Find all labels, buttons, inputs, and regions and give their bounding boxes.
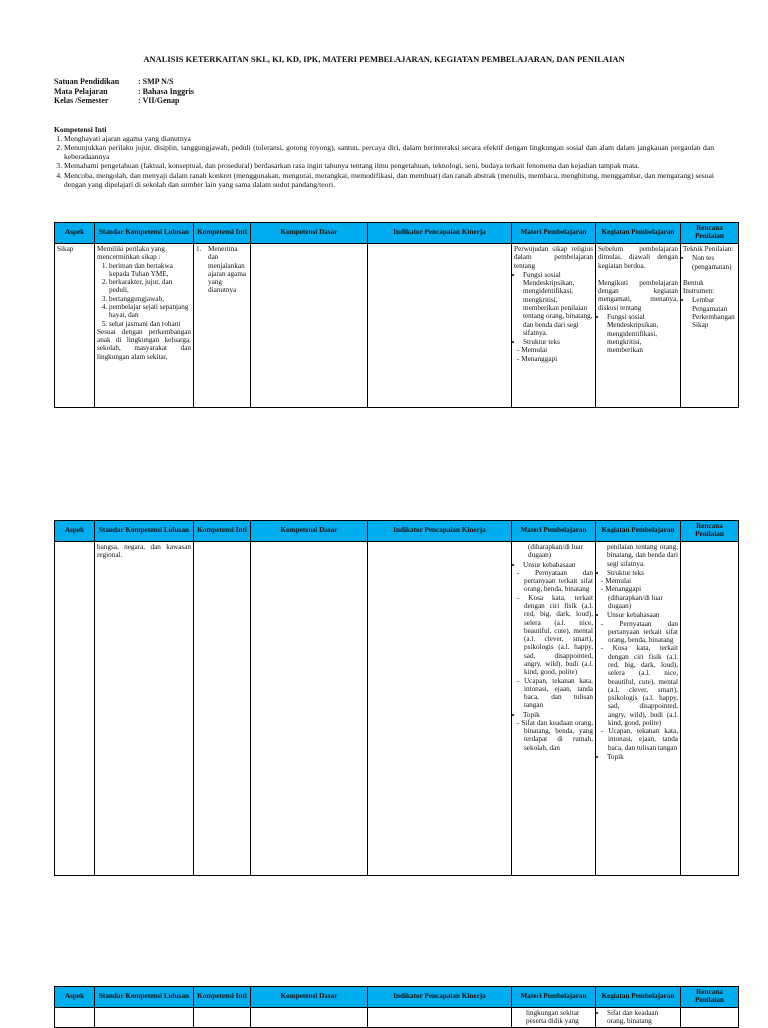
kegiatan-cell: penilaian tentang orang, binatang, dan benda dari segi sifatnya. • Struktur teks - Memulai - Menanggapi (diharapkan/di luar dugaan) • Unsur kebahasaan - Pernyataan dan pertanyaan terkait sifat orang, benda, binatang - Kosa kata, terkait dengan ciri fisik (a.l. red, big, dark, loud), selera (a.l. nice, beautiful, cute), mental (a.l. clever, smart), psikologis (a.l. happy, sad, disappointed, angry, wild), budi (a.l. kind, good, polite) - Ucapan, tekanan kata, intonasi, ejaan, tanda baca, dan tulisan tangan • Topik xyxy=(596,542,681,876)
materi-cell: (diharapkan/di luar dugaan) • Unsur kebahasaan - Pernyataan dan pertanyaan terkait sifat orang, benda, binatang - Kosa kata, terkait dengan ciri fisik (a.l. red, big, dark, loud), selera (a.l. nice, beautiful, cute), mental (a.l. clever, smart), psikologis (a.l. happy, sad, disappointed, angry, wild), budi (a.l. kind, good, polite) - Ucapan, tekanan kata, intonasi, ejaan, tanda baca, dan tulisan tangan • Topik - Sifat dan keadaan orang, binatang, benda, yang terdapat di rumah, sekolah, dan xyxy=(512,542,596,876)
document-title: ANALISIS KETERKAITAN SKL, KI, KD, IPK, MATERI PEMBELAJARAN, KEGIATAN PEMBELAJARAN, DAN PENILAIAN xyxy=(143,54,625,64)
kompetensi-inti-section xyxy=(54,125,714,189)
analysis-table-page3 xyxy=(54,986,739,1028)
ki-item: 2. Menunjukkan perilaku jujur, disiplin, tanggungjawab, peduli (toleransi, gotong royong), santun, percaya diri, dalam berinteraksi secara efektif dengan lingkungan sosial dan alam dalam jangkauan pergaulan dan keberadaannya xyxy=(64,143,714,161)
penilaian-cell: Teknik Penilaian: • Non tes (pengamatan) Bentuk Instrumen: • Lembar Pengamatan Perkembangan Sikap xyxy=(681,244,739,408)
aspek-cell: Sikap xyxy=(55,244,95,408)
table-header-row: Aspek Standar Kompetensi Lulusan Kompetensi Inti Kompetensi Dasar Indikator Pencapaian Kinerja Materi Pembelajaran Kegiatan Pembelajaran Rencana Penilaian xyxy=(55,521,739,542)
kompetensi-inti-heading: Kompetensi Inti xyxy=(54,125,107,134)
kd-cell xyxy=(251,542,368,876)
table-row xyxy=(55,542,739,876)
meta-row-satuan: Satuan Pendidikan : SMP N/S xyxy=(54,77,174,86)
ki-cell: 1. Menerima dan menjalankan ajaran agama yang dianutnya xyxy=(194,244,251,408)
kegiatan-cell: Sebelum pembelajaran dimulai, diawali dengan kegiatan berdoa. Mengikuti pembelajaran dengan kegiatan mengamati, menanya, diskusi tentang • Fungsi sosial Mendeskripsikan, mengidentifikasi, mengkritisi, memberikan xyxy=(596,244,681,408)
analysis-table-page1 xyxy=(54,222,739,408)
kegiatan-cell: • Sifat dan keadaan orang, binatang xyxy=(596,1008,681,1028)
ipk-cell xyxy=(368,542,512,876)
ki-item: 1. Menghayati ajaran agama yang dianutnya xyxy=(64,134,714,143)
meta-row-mapel: Mata Pelajaran : Bahasa Inggris xyxy=(54,86,195,96)
ki-cell xyxy=(194,542,251,876)
aspek-cell xyxy=(55,542,95,876)
materi-cell: Perwujudan sikap religius dalam pembelajaran tentang • Fungsi sosial Mendeskripsikan, mengidentifikasi, mengkritisi, memberikan penilaian tentang orang, binatang, dan benda dari segi sifatnya. • Struktur teks - Memulai - Menanggapi xyxy=(512,244,596,408)
skl-cell: Memiliki perilaku yang mencerminkan sikap : 1. beriman dan bertakwa kepada Tuhan YME, 2. berkarakter, jujur, dan peduli, 3. bertanggungjawab, 4. pembelajar sejati sepanjang hayat, dan 5. sehat jasmani dan rohani Sesuai dengan perkembangan anak di lingkungan keluarga, sekolah, masyarakat dan lingkungan alam sekitar, xyxy=(95,244,194,408)
ipk-cell xyxy=(368,244,512,408)
table-row xyxy=(55,1008,739,1028)
table-row xyxy=(55,244,739,408)
table-header-row: Aspek Standar Kompetensi Lulusan Kompetensi Inti Kompetensi Dasar Indikator Pencapaian Kinerja Materi Pembelajaran Kegiatan Pembelajaran Rencana Penilaian xyxy=(55,223,739,244)
analysis-table-page2 xyxy=(54,520,739,876)
document-meta xyxy=(54,77,194,106)
meta-row-kelas: Kelas /Semester : VII/Genap xyxy=(54,96,180,105)
skl-cell: bangsa, negara, dan kawasan regional. xyxy=(95,542,194,876)
ki-item: 3. Memahami pengetahuan (faktual, konseptual, dan prosedural) berdasarkan rasa ingin tahunya tentang ilmu pengetahuan, teknologi, seni, budaya terkait fenomena dan kejadian tampak mata. xyxy=(64,161,714,170)
ki-item: 4. Mencoba, mengolah, dan menyaji dalam ranah konkret (menggunakan, mengurai, merangkai, memodifikasi, dan membuat) dan ranah abstrak (menulis, membaca, menghitung, menggambar, dan mengarang) sesuai dengan yang dipelajari di sekolah dan sumber lain yang sama dalam sudut pandang/teori. xyxy=(64,171,714,189)
kd-cell xyxy=(251,244,368,408)
penilaian-cell xyxy=(681,542,739,876)
table-header-row: Aspek Standar Kompetensi Lulusan Kompetensi Inti Kompetensi Dasar Indikator Pencapaian Kinerja Materi Pembelajaran Kegiatan Pembelajaran Rencana Penilaian xyxy=(55,987,739,1008)
materi-cell: lingkungan sekitar peserta didik yang xyxy=(512,1008,596,1028)
